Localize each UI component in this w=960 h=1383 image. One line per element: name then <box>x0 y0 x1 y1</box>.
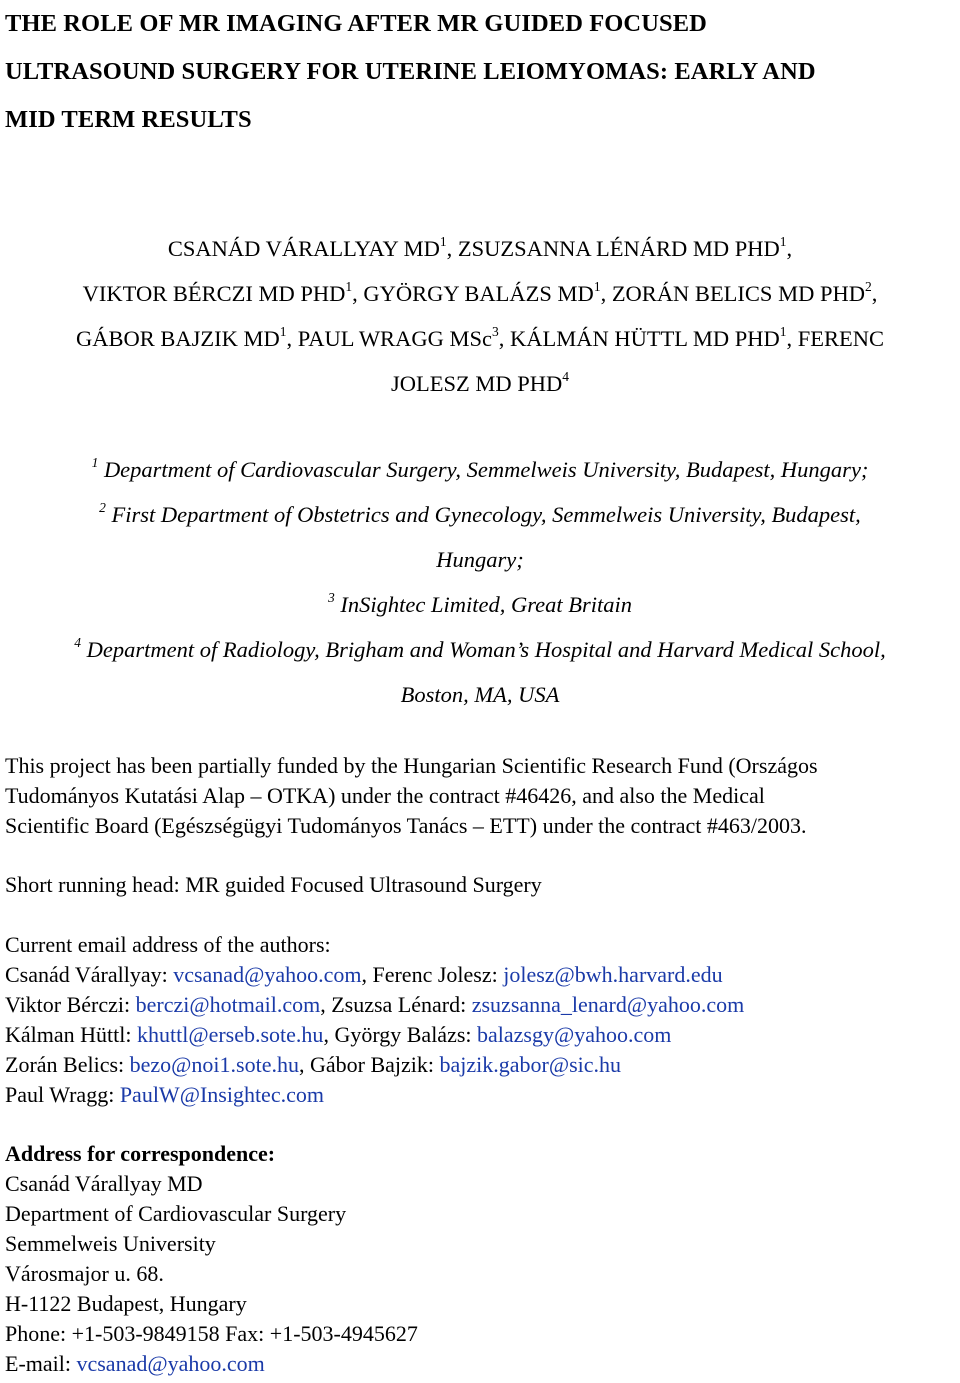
funding-statement <box>5 751 960 841</box>
running-head: Short running head: MR guided Focused Ultrasound Surgery <box>5 872 542 897</box>
email-link[interactable]: vcsanad@yahoo.com <box>173 962 362 987</box>
affiliation-4: $^4$ Department of Radiology, Brigham and Woman’s Hospital and Harvard Medical School, <box>74 634 886 662</box>
affiliation-4-cont: Boston, MA, USA <box>400 682 560 707</box>
address-line: H-1122 Budapest, Hungary <box>5 1291 247 1316</box>
affiliation-3: $^3$ InSightec Limited, Great Britain <box>327 589 632 617</box>
address-line: Városmajor u. 68. <box>5 1261 164 1286</box>
email-row: Kálman Hüttl: khuttl@erseb.sote.hu, György Balázs: balazsgy@yahoo.com <box>5 1022 672 1047</box>
author-list <box>0 226 960 406</box>
title-line: MID TERM RESULTS <box>5 106 252 133</box>
email-link[interactable]: khuttl@erseb.sote.hu <box>136 1022 324 1047</box>
correspondence-heading: Address for correspondence: <box>5 1141 276 1166</box>
email-row: Zorán Belics: bezo@noi1.sote.hu, Gábor Bajzik: bajzik.gabor@sic.hu <box>5 1052 622 1077</box>
email-link[interactable]: vcsanad@yahoo.com <box>76 1351 265 1376</box>
affiliation-2-cont: Hungary; <box>436 547 524 572</box>
funding-line: Scientific Board (Egészségügyi Tudományos Tanács – ETT) under the contract #463/2003. <box>5 813 807 838</box>
paper-title <box>5 0 955 144</box>
correspondence-address <box>5 1139 960 1379</box>
funding-line: Tudományos Kutatási Alap – OTKA) under the contract #46426, and also the Medical <box>5 783 765 808</box>
email-link[interactable]: jolesz@bwh.harvard.edu <box>503 962 723 987</box>
email-row: Paul Wragg: PaulW@Insightec.com <box>5 1082 324 1107</box>
address-line: Department of Cardiovascular Surgery <box>5 1201 347 1226</box>
author-line: CSANÁD VÁRALLYAY $MD^1$, ZSUZSANNA LÉNÁRD MD PHD$^1$, <box>167 233 793 261</box>
address-email-line: E-mail: vcsanad@yahoo.com <box>5 1351 265 1376</box>
email-link[interactable]: balazsgy@yahoo.com <box>477 1022 672 1047</box>
author-emails <box>5 930 960 1110</box>
email-link[interactable]: berczi@hotmail.com <box>135 992 321 1017</box>
emails-heading: Current email address of the authors: <box>5 932 331 957</box>
title-line: THE ROLE OF MR IMAGING AFTER MR GUIDED FOCUSED <box>5 10 707 37</box>
address-line: Csanád Várallyay MD <box>5 1171 203 1196</box>
address-line: Semmelweis University <box>5 1231 216 1256</box>
email-link[interactable]: bajzik.gabor@sic.hu <box>439 1052 622 1077</box>
email-row: Viktor Bérczi: berczi@hotmail.com, Zsuzsa Lénard: zsuzsanna_lenard@yahoo.com <box>5 992 745 1017</box>
address-line: Phone: +1-503-9849158 Fax: +1-503-4945627 <box>5 1321 418 1346</box>
funding-line: This project has been partially funded by the Hungarian Scientific Research Fund (Országos <box>5 753 818 778</box>
title-line: ULTRASOUND SURGERY FOR UTERINE LEIOMYOMAS: EARLY AND <box>5 58 816 85</box>
email-link[interactable]: PaulW@Insightec.com <box>119 1082 324 1107</box>
email-row: Csanád Várallyay: vcsanad@yahoo.com, Ferenc Jolesz: jolesz@bwh.harvard.edu <box>5 962 723 987</box>
affiliation-1: $^1$ Department of Cardiovascular Surgery, Semmelweis University, Budapest, Hungary; <box>91 454 869 482</box>
author-line: GÁBOR BAJZIK $MD^1$, PAUL WRAGG MSc$^3$, KÁLMÁN HÜTTL MD PHD$^1$, FERENC <box>75 323 884 351</box>
affiliation-2: $^2$ First Department of Obstetrics and Gynecology, Semmelweis University, Budapest, <box>99 499 861 527</box>
email-link[interactable]: bezo@noi1.sote.hu <box>129 1052 299 1077</box>
email-link[interactable]: zsuzsanna_lenard@yahoo.com <box>471 992 745 1017</box>
author-line: JOLESZ MD PHD$^4$ <box>390 368 570 396</box>
affiliations <box>0 447 960 717</box>
author-line: VIKTOR BÉRCZI MD PHD$^1$, GYÖRGY BALÁZS $MD^1$, ZORÁN BELICS MD PHD$^2$, <box>82 278 878 306</box>
